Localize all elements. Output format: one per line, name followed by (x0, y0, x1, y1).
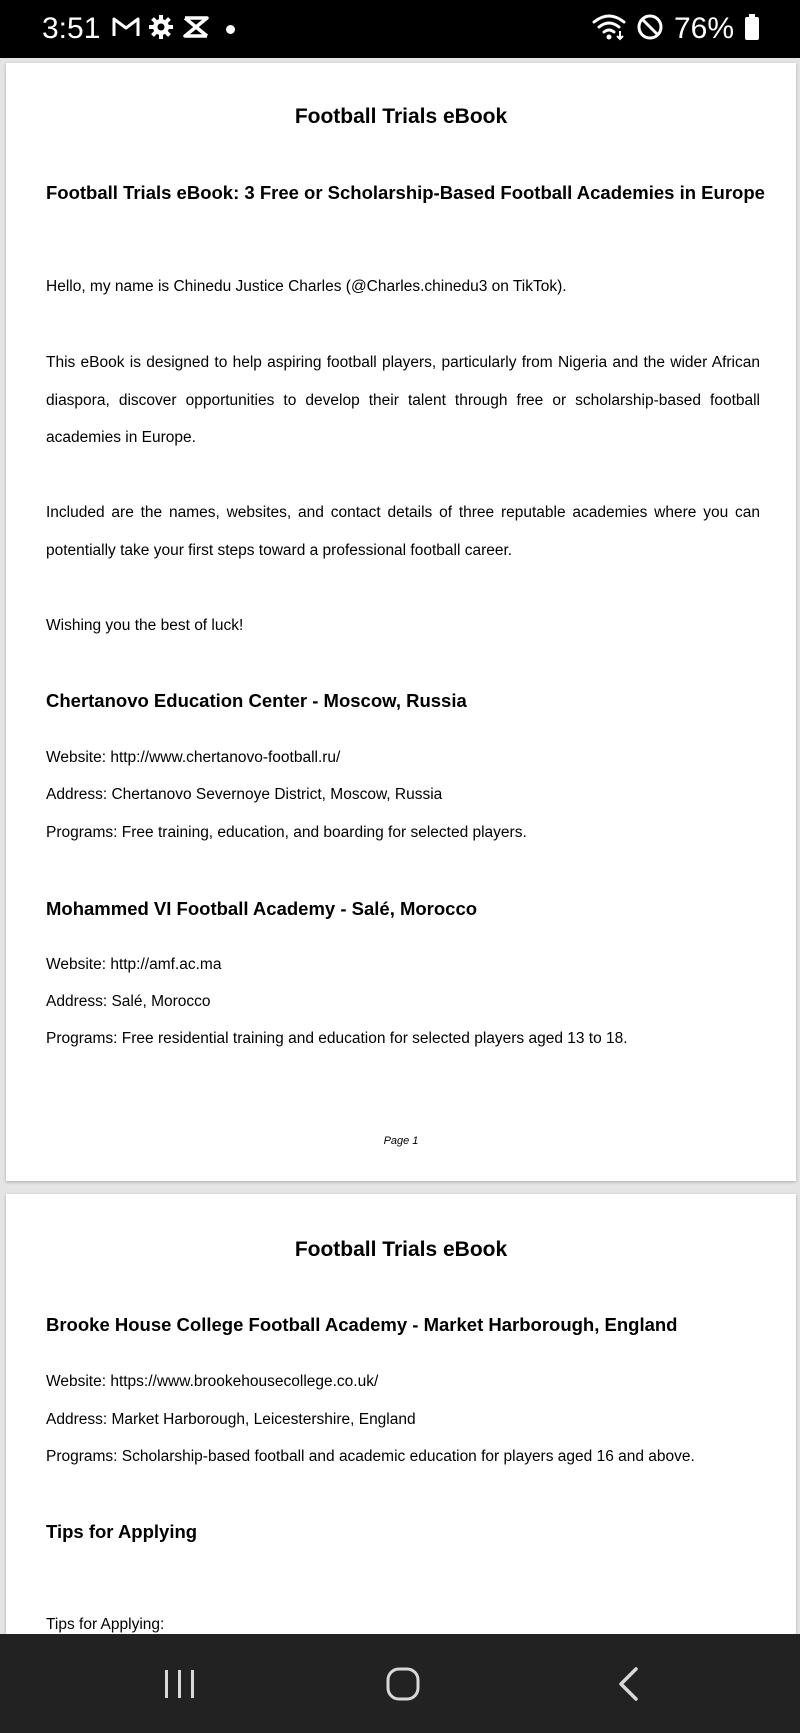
academy-website: Website: https://www.brookehousecollege.co.uk/ (46, 1373, 379, 1390)
back-icon (616, 1666, 640, 1702)
wifi-icon (592, 13, 626, 46)
status-bar (0, 0, 800, 58)
settings-icon (148, 14, 174, 45)
notification-dot-icon (226, 25, 235, 34)
academy-programs: Programs: Free residential training and education for selected players aged 13 to 18. (46, 1030, 628, 1047)
academy-website: Website: http://www.chertanovo-football.ru/ (46, 749, 341, 766)
ebook-heading: Football Trials eBook: 3 Free or Scholarship-Based Football Academies in Europe (46, 182, 765, 203)
document-page-2[interactable] (6, 1194, 796, 1634)
paragraph-purpose: This eBook is designed to help aspiring football players, particularly from Nigeria and the wider African diaspora, discover opportunities to develop their talent through free or scholarship-based football academies in Europe. (46, 354, 760, 446)
do-not-disturb-icon (636, 13, 664, 46)
academy-address: Address: Chertanovo Severnoye District, Moscow, Russia (46, 786, 443, 803)
wishing-text: Wishing you the best of luck! (46, 617, 244, 634)
document-page-1[interactable] (6, 63, 796, 1181)
academy-programs: Programs: Free training, education, and boarding for selected players. (46, 824, 527, 841)
recent-apps-icon (162, 1668, 198, 1700)
academy-name-brooke-house: Brooke House College Football Academy - Market Harborough, England (46, 1314, 678, 1335)
battery-icon (744, 13, 760, 46)
gmail-icon (112, 16, 140, 43)
navigation-bar (0, 1634, 800, 1733)
capcut-icon (182, 15, 210, 44)
academy-name-mohammed-vi: Mohammed VI Football Academy - Salé, Morocco (46, 898, 478, 919)
battery-percentage: 76% (673, 12, 734, 45)
home-button[interactable] (343, 1634, 463, 1733)
tips-label: Tips for Applying: (46, 1616, 165, 1633)
academy-website: Website: http://amf.ac.ma (46, 956, 222, 973)
status-time: 3:51 (42, 12, 101, 45)
status-left (42, 0, 235, 58)
academy-name-chertanovo: Chertanovo Education Center - Moscow, Russia (46, 690, 467, 711)
page-header-title: Football Trials eBook (294, 105, 508, 128)
academy-programs: Programs: Scholarship-based football and academic education for players aged 16 and above. (46, 1448, 695, 1465)
paragraph-included: Included are the names, websites, and contact details of three reputable academies where you can potentially take your first steps toward a professional football career. (46, 504, 760, 559)
intro-text: Hello, my name is Chinedu Justice Charles (@Charles.chinedu3 on TikTok). (46, 278, 567, 295)
tips-heading: Tips for Applying (46, 1521, 198, 1542)
page-header-title: Football Trials eBook (294, 1238, 508, 1261)
back-button[interactable] (568, 1634, 688, 1733)
status-right (592, 0, 760, 58)
academy-address: Address: Market Harborough, Leicestershire, England (46, 1411, 416, 1428)
academy-address: Address: Salé, Morocco (46, 993, 211, 1010)
home-icon (385, 1666, 421, 1702)
recent-apps-button[interactable] (120, 1634, 240, 1733)
page-number: Page 1 (383, 1135, 419, 1147)
